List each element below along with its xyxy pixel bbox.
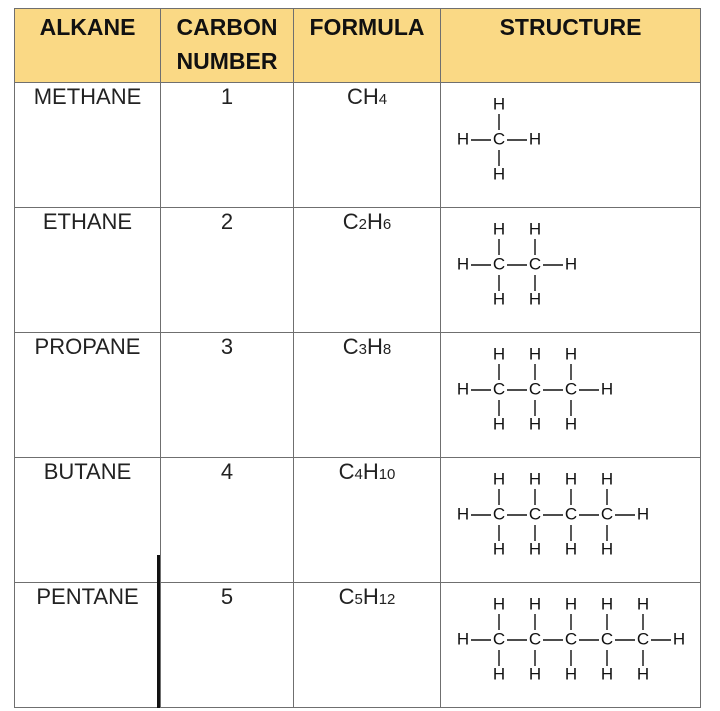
hydrogen-atom: H	[492, 469, 506, 489]
hydrogen-atom: H	[636, 504, 650, 524]
carbon-atom: C	[492, 504, 506, 524]
hydrogen-atom: H	[528, 469, 542, 489]
hydrogen-atom: H	[636, 594, 650, 614]
alkane-name-cell: PROPANE	[15, 333, 161, 458]
carbon-number-cell: 1	[161, 83, 294, 208]
formula-element: C	[338, 459, 355, 484]
formula-subscript: 12	[378, 591, 396, 608]
formula-cell	[294, 583, 441, 708]
hydrogen-atom: H	[636, 664, 650, 684]
structural-formula-diagram	[455, 216, 579, 312]
formula-subscript: 3	[358, 341, 367, 358]
carbon-number-cell: 3	[161, 333, 294, 458]
formula-subscript: 4	[378, 91, 388, 108]
formula-subscript: 2	[358, 216, 367, 233]
hydrogen-atom: H	[456, 254, 470, 274]
hydrogen-atom: H	[672, 629, 686, 649]
carbon-atom: C	[492, 254, 506, 274]
table-row	[15, 333, 701, 458]
formula-cell	[294, 208, 441, 333]
structure-cell	[441, 333, 701, 458]
structural-formula-diagram	[455, 466, 651, 562]
structural-formula-diagram	[455, 91, 543, 187]
hydrogen-atom: H	[528, 594, 542, 614]
structure-cell	[441, 83, 701, 208]
hydrogen-atom: H	[564, 344, 578, 364]
carbon-atom: C	[492, 629, 506, 649]
formula-subscript: 5	[354, 591, 363, 608]
hydrogen-atom: H	[492, 219, 506, 239]
hydrogen-atom: H	[456, 504, 470, 524]
hydrogen-atom: H	[600, 469, 614, 489]
alkane-name-cell: BUTANE	[15, 458, 161, 583]
formula-subscript: 8	[382, 341, 392, 358]
formula-element: C	[342, 334, 359, 359]
alkane-name-cell: PENTANE	[15, 583, 161, 708]
hydrogen-atom: H	[492, 594, 506, 614]
formula-element: C	[346, 84, 363, 109]
hydrogen-atom: H	[600, 664, 614, 684]
hydrogen-atom: H	[492, 94, 506, 114]
hydrogen-atom: H	[564, 254, 578, 274]
carbon-atom: C	[600, 629, 614, 649]
carbon-atom: C	[528, 629, 542, 649]
header-carbon-number: CARBON NUMBER	[161, 9, 294, 83]
hydrogen-atom: H	[564, 469, 578, 489]
carbon-number-cell: 2	[161, 208, 294, 333]
structural-formula-diagram	[455, 591, 687, 687]
carbon-atom: C	[564, 379, 578, 399]
formula-cell	[294, 83, 441, 208]
carbon-atom: C	[492, 379, 506, 399]
structure-cell	[441, 583, 701, 708]
structure-cell	[441, 458, 701, 583]
formula-element: H	[362, 459, 379, 484]
hydrogen-atom: H	[528, 129, 542, 149]
header-row	[15, 9, 701, 83]
structural-formula-diagram	[455, 341, 615, 437]
hydrogen-atom: H	[492, 664, 506, 684]
hydrogen-atom: H	[528, 539, 542, 559]
hydrogen-atom: H	[564, 594, 578, 614]
hydrogen-atom: H	[564, 414, 578, 434]
formula-cell	[294, 458, 441, 583]
hydrogen-atom: H	[456, 129, 470, 149]
alkane-name-cell: METHANE	[15, 83, 161, 208]
formula-element: H	[362, 84, 379, 109]
carbon-atom: C	[564, 629, 578, 649]
formula-subscript: 6	[382, 216, 392, 233]
formula-subscript: 4	[354, 466, 363, 483]
carbon-atom: C	[492, 129, 506, 149]
formula-element: H	[367, 334, 383, 359]
structure-cell	[441, 208, 701, 333]
formula-element: H	[362, 584, 379, 609]
header-structure: STRUCTURE	[441, 9, 701, 83]
hydrogen-atom: H	[564, 664, 578, 684]
hydrogen-atom: H	[492, 539, 506, 559]
carbon-atom: C	[600, 504, 614, 524]
alkane-table	[14, 8, 701, 708]
hydrogen-atom: H	[600, 539, 614, 559]
hydrogen-atom: H	[564, 539, 578, 559]
carbon-number-cell: 5	[161, 583, 294, 708]
formula-element: H	[367, 209, 383, 234]
header-formula: FORMULA	[294, 9, 441, 83]
hydrogen-atom: H	[492, 289, 506, 309]
hydrogen-atom: H	[456, 379, 470, 399]
hydrogen-atom: H	[492, 414, 506, 434]
carbon-number-cell: 4	[161, 458, 294, 583]
table-row	[15, 83, 701, 208]
hydrogen-atom: H	[528, 289, 542, 309]
hydrogen-atom: H	[528, 664, 542, 684]
hydrogen-atom: H	[456, 629, 470, 649]
table-row	[15, 583, 701, 708]
formula-element: C	[338, 584, 355, 609]
carbon-atom: C	[528, 504, 542, 524]
carbon-atom: C	[528, 254, 542, 274]
table-row	[15, 208, 701, 333]
hydrogen-atom: H	[528, 344, 542, 364]
carbon-atom: C	[564, 504, 578, 524]
formula-element: C	[342, 209, 359, 234]
carbon-atom: C	[528, 379, 542, 399]
header-alkane: ALKANE	[15, 9, 161, 83]
formula-subscript: 10	[378, 466, 396, 483]
hydrogen-atom: H	[528, 414, 542, 434]
hydrogen-atom: H	[600, 594, 614, 614]
hydrogen-atom: H	[492, 344, 506, 364]
table-row	[15, 458, 701, 583]
formula-cell	[294, 333, 441, 458]
hydrogen-atom: H	[492, 164, 506, 184]
carbon-atom: C	[636, 629, 650, 649]
stray-vertical-mark	[157, 555, 160, 708]
hydrogen-atom: H	[600, 379, 614, 399]
hydrogen-atom: H	[528, 219, 542, 239]
alkane-name-cell: ETHANE	[15, 208, 161, 333]
